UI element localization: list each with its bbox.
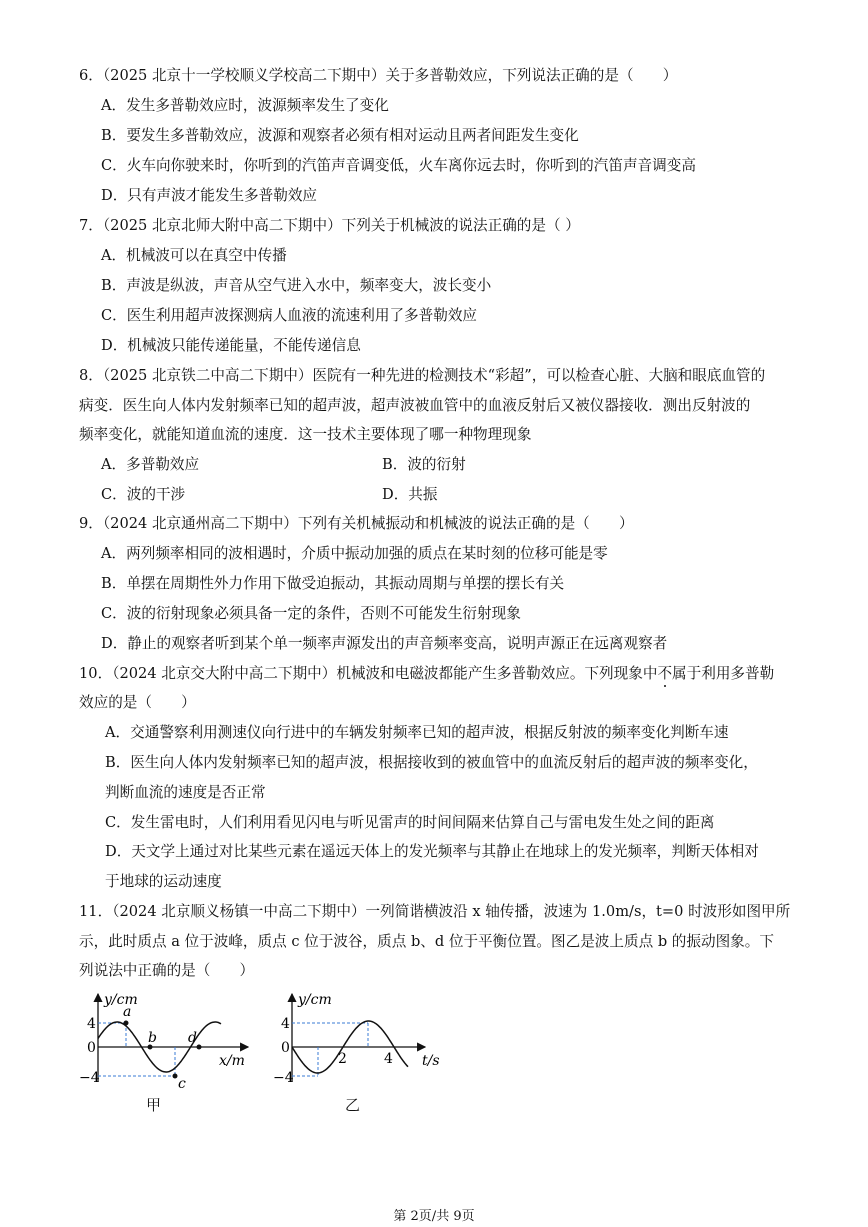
question-6-stem: 6．（2025 北京十一学校顺义学校高二下期中）关于多普勒效应，下列说法正确的是（ ） <box>79 67 678 84</box>
question-10-option-d: D．天文学上通过对比某些元素在遥远天体上的发光频率与其静止在地球上的发光频率，判断天体相对 <box>105 843 759 860</box>
question-8-stem-line1: 8．（2025 北京铁二中高二下期中）医院有一种先进的检测技术“彩超”，可以检查心脏、大脑和眼底血管的 <box>79 367 766 384</box>
question-8-stem-line2: 病变．医生向人体内发射频率已知的超声波，超声波被血管中的血液反射后又被仪器接收．测出反射波的 <box>79 397 751 414</box>
question-10-option-b: B．医生向人体内发射频率已知的超声波，根据接收到的被血管中的血流反射后的超声波的频率变化， <box>105 754 758 771</box>
figure-caption-jia: 甲 <box>146 1096 162 1114</box>
question-10-option-d-cont: 于地球的运动速度 <box>105 873 222 890</box>
question-6-option-d: D．只有声波才能发生多普勒效应 <box>101 187 318 204</box>
y-axis-label: y/cm <box>104 992 138 1008</box>
point-d <box>197 1045 202 1050</box>
figure-caption-yi: 乙 <box>345 1096 361 1114</box>
question-8-option-a: A．多普勒效应 <box>101 456 200 473</box>
question-9-option-a: A．两列频率相同的波相遇时，介质中振动加强的质点在某时刻的位移可能是零 <box>101 545 608 562</box>
tick-y-4: 4 <box>87 1016 96 1032</box>
wave-graph-jia <box>78 990 258 1090</box>
tick-y-neg4: −4 <box>79 1070 100 1086</box>
tick-t-2: 2 <box>338 1051 347 1067</box>
question-9-stem: 9．（2024 北京通州高二下期中）下列有关机械振动和机械波的说法正确的是（ ） <box>79 515 634 532</box>
question-10-option-a: A．交通警察利用测速仪向行进中的车辆发射频率已知的超声波，根据反射波的频率变化判断车速 <box>105 724 729 741</box>
question-10-option-c: C．发生雷电时，人们利用看见闪电与听见雷声的时间间隔来估算自己与雷电发生处之间的距离 <box>105 814 715 831</box>
question-6-option-b: B．要发生多普勒效应，波源和观察者必须有相对运动且两者间距发生变化 <box>101 127 579 144</box>
emphasis-not: 不 <box>657 665 673 682</box>
label-a: a <box>123 1004 132 1020</box>
question-11-stem-line3: 列说法中正确的是（ ） <box>79 962 255 979</box>
question-9-option-c: C．波的衍射现象必须具备一定的条件，否则不可能发生衍射现象 <box>101 605 521 622</box>
question-7-option-d: D．机械波只能传递能量，不能传递信息 <box>101 337 361 354</box>
tick-t-4: 4 <box>384 1051 393 1067</box>
question-7-option-a: A．机械波可以在真空中传播 <box>101 247 287 264</box>
tick-y-0: 0 <box>87 1040 96 1056</box>
question-7-option-c: C．医生利用超声波探测病人血液的流速利用了多普勒效应 <box>101 307 478 324</box>
t-axis-label: t/s <box>422 1053 440 1069</box>
label-c: c <box>178 1076 186 1090</box>
tick-y-4: 4 <box>281 1016 290 1032</box>
question-10-stem-line1: 10．（2024 北京交大附中高二下期中）机械波和电磁波都能产生多普勒效应。下列现象中不属于利用多普勒 <box>79 665 775 682</box>
question-11-stem-line2: 示，此时质点 a 位于波峰，质点 c 位于波谷，质点 b、d 位于平衡位置。图乙是波上质点 b 的振动图象。下 <box>79 933 774 950</box>
question-10-option-b-cont: 判断血流的速度是否正常 <box>105 784 266 801</box>
question-9-option-d: D．静止的观察者听到某个单一频率声源发出的声音频率变高，说明声源正在远离观察者 <box>101 635 668 652</box>
vibration-graph-yi <box>270 990 450 1090</box>
question-6-option-a: A．发生多普勒效应时，波源频率发生了变化 <box>101 97 389 114</box>
question-8-option-b: B．波的衍射 <box>382 456 466 473</box>
question-9-option-b: B．单摆在周期性外力作用下做受迫振动，其振动周期与单摆的摆长有关 <box>101 575 565 592</box>
point-c <box>173 1074 178 1079</box>
label-b: b <box>148 1030 157 1046</box>
question-7-stem: 7．（2025 北京北师大附中高二下期中）下列关于机械波的说法正确的是（ ） <box>79 217 580 234</box>
y-axis-label: y/cm <box>298 992 332 1008</box>
question-8-option-c: C．波的干涉 <box>101 486 186 503</box>
question-11-stem-line1: 11．（2024 北京顺义杨镇一中高二下期中）一列简谐横波沿 x 轴传播，波速为 1.0m/s，t=0 时波形如图甲所 <box>79 903 791 920</box>
question-8-option-d: D．共振 <box>382 486 438 503</box>
tick-y-neg4: −4 <box>273 1070 294 1086</box>
question-7-option-b: B．声波是纵波，声音从空气进入水中，频率变大，波长变小 <box>101 277 492 294</box>
question-10-stem-line2: 效应的是（ ） <box>79 694 196 711</box>
label-d: d <box>188 1030 197 1046</box>
point-a <box>124 1021 129 1026</box>
question-8-stem-line3: 频率变化，就能知道血流的速度．这一技术主要体现了哪一种物理现象 <box>79 426 532 443</box>
question-6-option-c: C．火车向你驶来时，你听到的汽笛声音调变低，火车离你远去时，你听到的汽笛声音调变高 <box>101 157 696 174</box>
x-axis-label: x/m <box>219 1053 245 1069</box>
tick-y-0: 0 <box>281 1040 290 1056</box>
page-footer: 第 2页/共 9页 <box>393 1209 475 1224</box>
